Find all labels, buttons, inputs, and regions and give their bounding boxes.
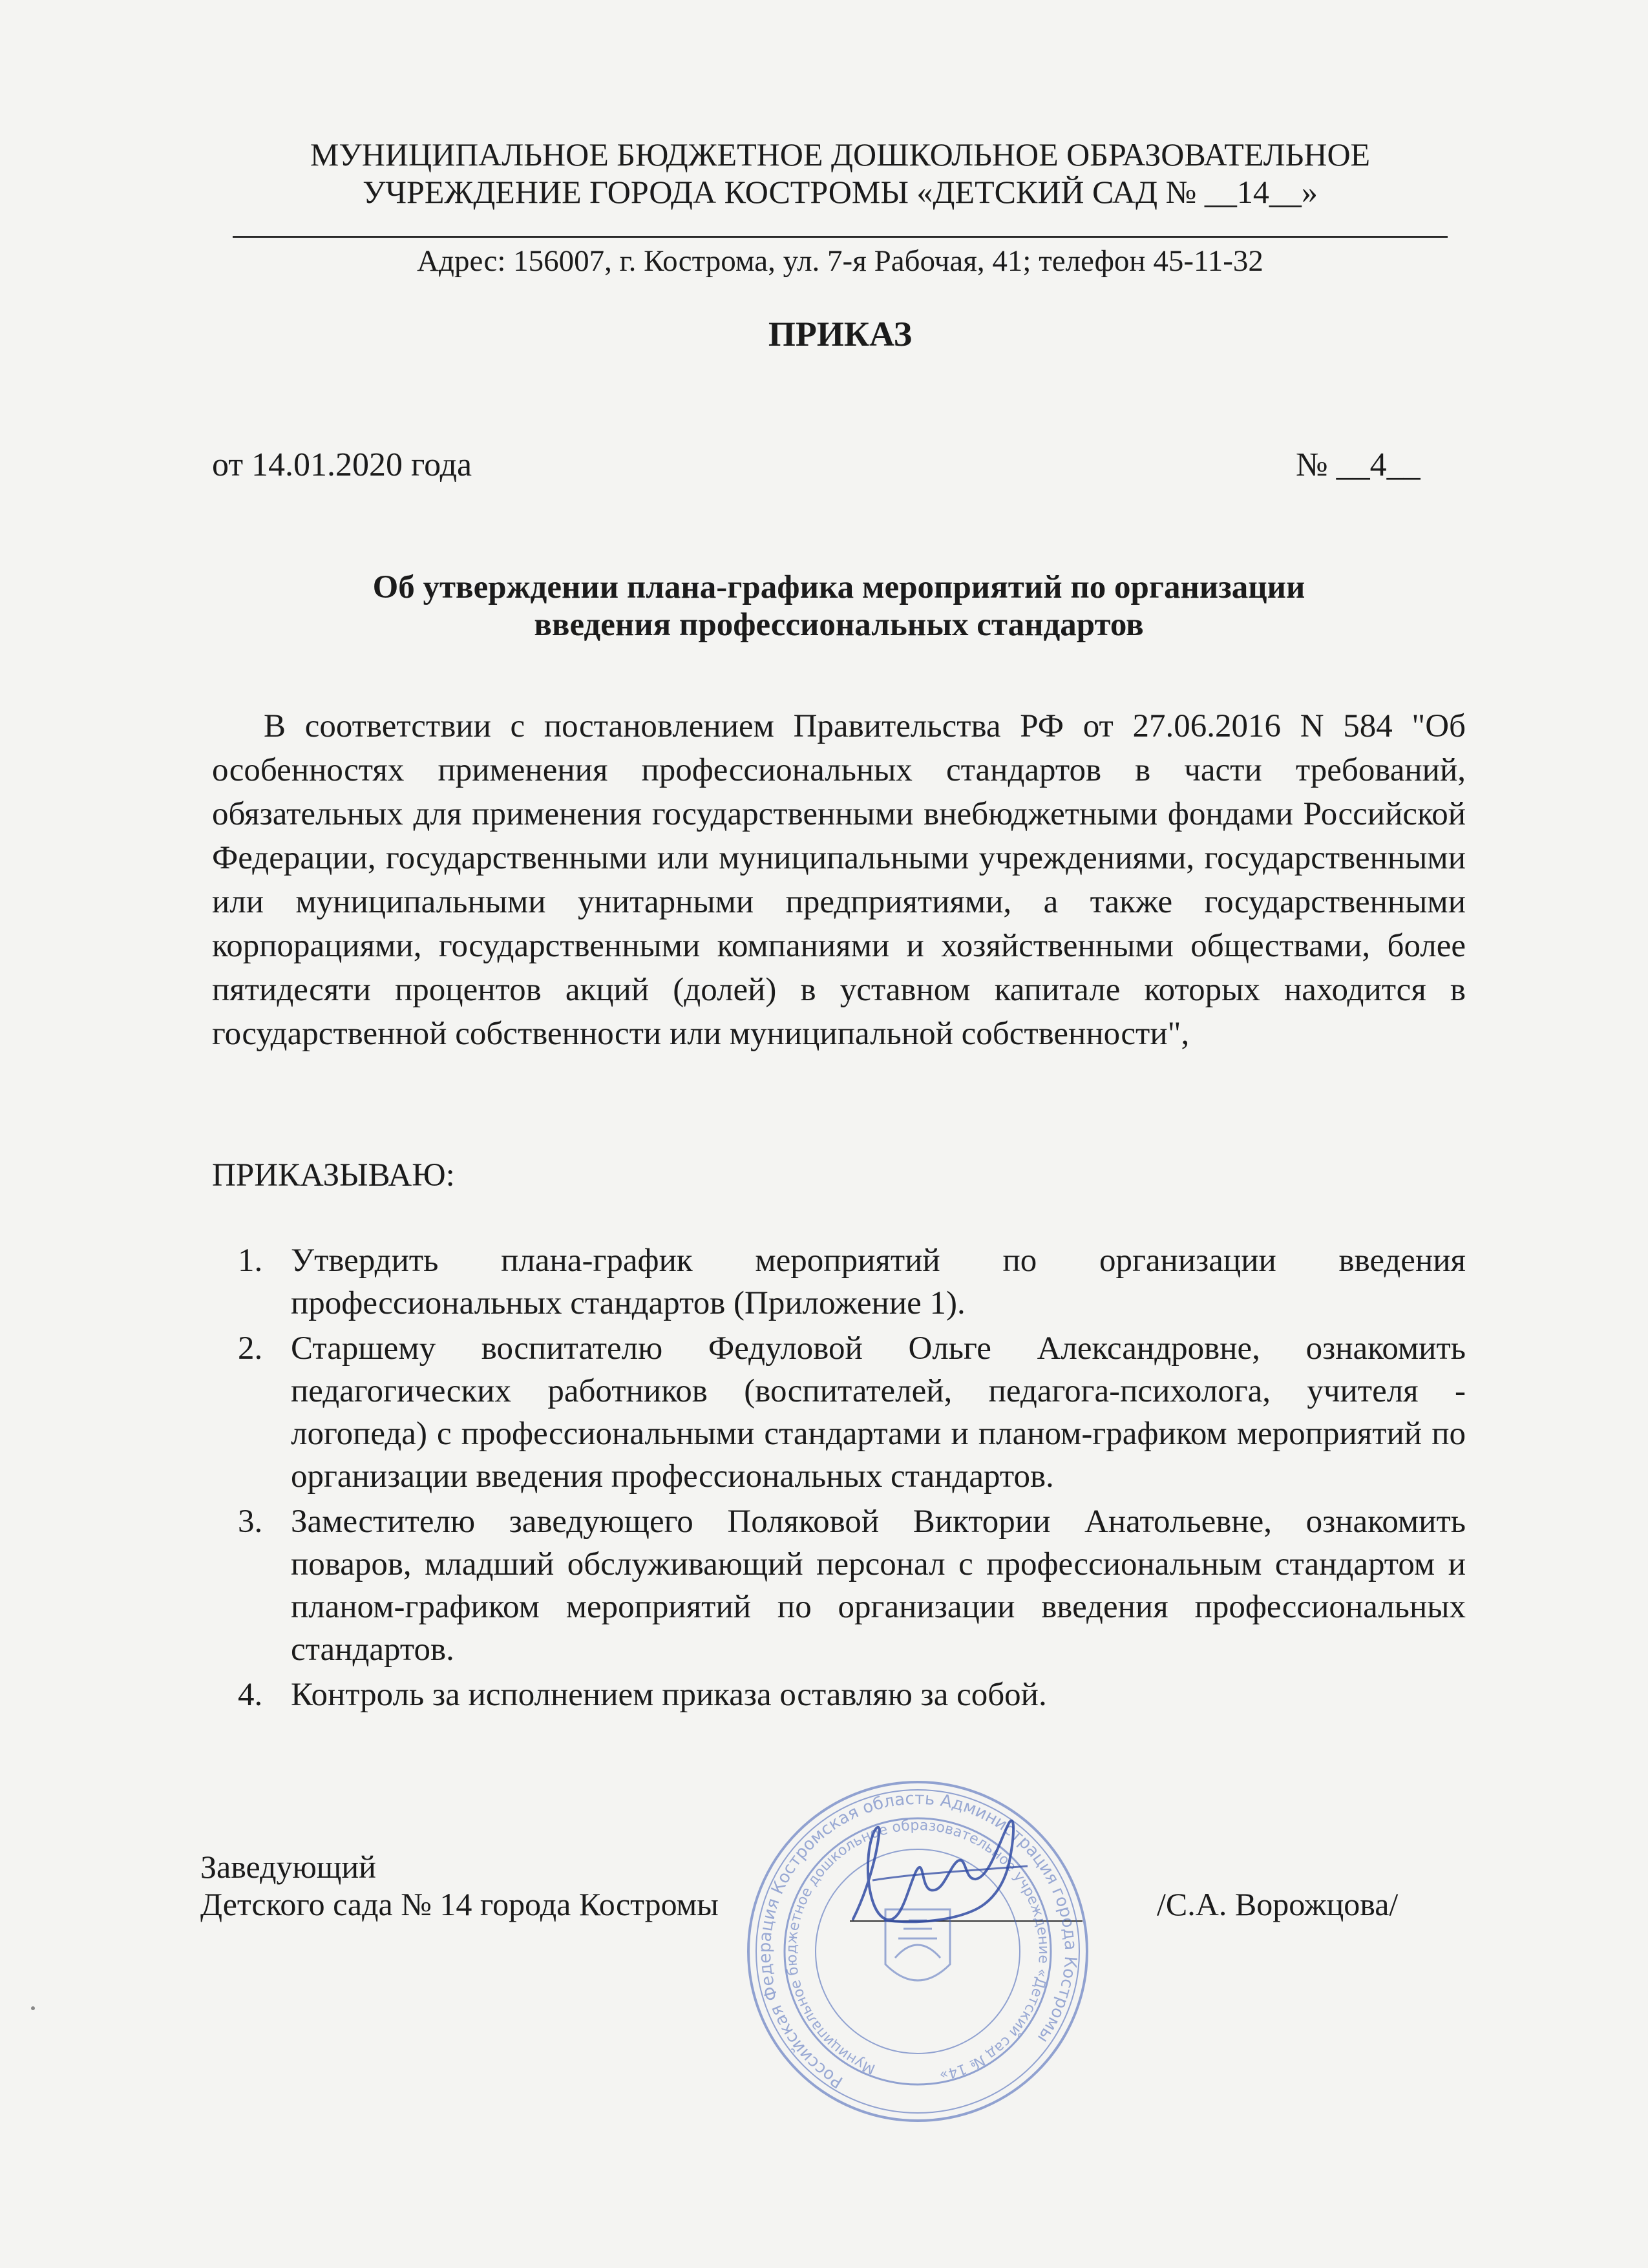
document-title: ПРИКАЗ: [768, 315, 913, 353]
subject-line-2: введения профессиональных стандартов: [534, 607, 1144, 643]
list-item: [212, 1500, 1466, 1671]
item-text: Утвердить плана-график мероприятий по организации введения профессиональных стандартов (Приложение 1).: [291, 1243, 1466, 1321]
header-divider: [233, 236, 1448, 238]
list-item: [212, 1239, 1466, 1325]
item-text: Заместителю заведующего Поляковой Виктории Анатольевне, ознакомить поваров, младший обслуживающий персонал с профессиональным стандартом и планом-графиком мероприятий по организации введения профессиональных стандартов.: [291, 1504, 1466, 1668]
item-number: 1.: [238, 1243, 263, 1279]
item-number: 2.: [238, 1330, 263, 1367]
header-line-2: УЧРЕЖДЕНИЕ ГОРОДА КОСТРОМЫ «ДЕТСКИЙ САД № __14__»: [363, 174, 1318, 210]
order-items-list: [212, 1239, 1466, 1719]
signatory-institution: Детского сада № 14 города Костромы: [200, 1886, 719, 1922]
preamble-paragraph: В соответствии с постановлением Правительства РФ от 27.06.2016 N 584 "Об особенностях применения профессиональных стандартов в части требований, обязательных для применения государственными внебюджетными фондами Российской Федерации, государственными или муниципальными учреждениями, государственными или муниципальными унитарными предприятиями, а также государственными корпорациями, государственными компаниями и хозяйственными обществами, более пятидесяти процентов акций (долей) в уставном капитале которых находится в государственной собственности или муниципальной собственности",: [212, 708, 1466, 1052]
handwritten-signature: [840, 1809, 1047, 1951]
header-line-1: МУНИЦИПАЛЬНОЕ БЮДЖЕТНОЕ ДОШКОЛЬНОЕ ОБРАЗОВАТЕЛЬНОЕ: [310, 136, 1371, 173]
item-text: Контроль за исполнением приказа оставляю за собой.: [291, 1677, 1047, 1713]
order-date: от 14.01.2020 года: [212, 446, 472, 483]
signatory-position: [200, 1848, 719, 1923]
subject-line-1: Об утверждении плана-графика мероприятий по организации: [372, 569, 1305, 605]
institution-header: [233, 136, 1448, 211]
list-item: [212, 1327, 1466, 1498]
seal-outer-text: Российская Федерация Костромская область Администрация города Костромы: [755, 1789, 1081, 2092]
item-number: 3.: [238, 1504, 263, 1540]
seal-inner-text: Муниципальное бюджетное дошкольное образовательное учреждение «Детский сад № 14»: [783, 1817, 1052, 2083]
orders-heading: ПРИКАЗЫВАЮ:: [212, 1157, 455, 1193]
item-number: 4.: [238, 1677, 263, 1713]
order-subject: [212, 569, 1466, 644]
item-text: Старшему воспитателю Федуловой Ольге Александровне, ознакомить педагогических работников (воспитателей, педагога-психолога, учителя - логопеда) с профессиональными стандартами и планом-графиком мероприятий по организации введения профессиональных стандартов.: [291, 1330, 1466, 1495]
signatory-title: Заведующий: [200, 1849, 376, 1885]
list-item: [212, 1674, 1466, 1716]
order-number: № __4__: [1296, 446, 1421, 483]
signatory-name: /С.А. Ворожцова/: [1157, 1886, 1399, 1922]
institution-address: Адрес: 156007, г. Кострома, ул. 7-я Рабочая, 41; телефон 45-11-32: [417, 244, 1263, 278]
scan-speck: [31, 2006, 35, 2010]
